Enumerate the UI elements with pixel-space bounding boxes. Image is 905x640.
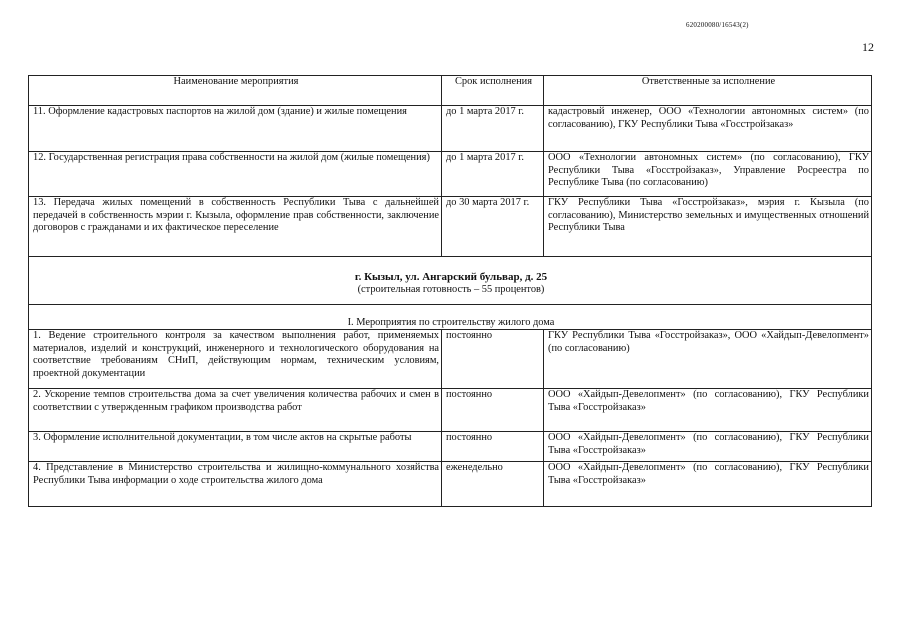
row-responsible: кадастровый инженер, ООО «Технологии автономных систем» (по согласованию), ГКУ Республики Тыва «Госстройзаказ»: [544, 106, 872, 152]
row-name: 11. Оформление кадастровых паспортов на жилой дом (здание) и жилые помещения: [29, 106, 442, 152]
table-row: [29, 432, 872, 462]
row-term: еженедельно: [442, 462, 544, 507]
row-term: до 30 марта 2017 г.: [442, 197, 544, 257]
row-responsible: ГКУ Республики Тыва «Госстройзаказ», ООО «Хайдып-Девелопмент» (по согласованию): [544, 330, 872, 389]
row-term: до 1 марта 2017 г.: [442, 106, 544, 152]
row-name: 1. Ведение строительного контроля за качеством выполнения работ, применяемых материалов, изделий и конструкций, инженерного и технологического оборудования на соответствие требованиям СНиП, действующим нормам, техническим условиям, проектной документации: [29, 330, 442, 389]
row-responsible: ООО «Технологии автономных систем» (по согласованию), ГКУ Республики Тыва «Госстройзаказ», Управление Росреестра по Республике Тыва (по согласованию): [544, 152, 872, 197]
row-name: 3. Оформление исполнительной документации, в том числе актов на скрытые работы: [29, 432, 442, 462]
row-term: постоянно: [442, 389, 544, 432]
row-term: постоянно: [442, 432, 544, 462]
page-number: 12: [862, 40, 874, 54]
row-responsible: ООО «Хайдып-Девелопмент» (по согласованию), ГКУ Республики Тыва «Госстройзаказ»: [544, 389, 872, 432]
measures-table: [28, 75, 872, 507]
subsection-row: [29, 305, 872, 330]
row-name: 13. Передача жилых помещений в собственность Республики Тыва с дальнейшей передачей в собственность мэрии г. Кызыла, оформление прав собственности, заключение договоров с гражданами и их фактическое переселение: [29, 197, 442, 257]
table-header-row: [29, 76, 872, 106]
section-row: [29, 257, 872, 305]
row-responsible: ГКУ Республики Тыва «Госстройзаказ», мэрия г. Кызыла (по согласованию), Министерство земельных и имущественных отношений Республики Тыва: [544, 197, 872, 257]
row-term: до 1 марта 2017 г.: [442, 152, 544, 197]
header-responsible: Ответственные за исполнение: [544, 76, 872, 106]
row-term: постоянно: [442, 330, 544, 389]
subsection-title: I. Мероприятия по строительству жилого дома: [29, 305, 872, 330]
header-term: Срок исполнения: [442, 76, 544, 106]
table-row: [29, 462, 872, 507]
row-name: 4. Представление в Министерство строительства и жилищно-коммунального хозяйства Республики Тыва информации о ходе строительства жилого дома: [29, 462, 442, 507]
table-row: [29, 106, 872, 152]
table-row: [29, 197, 872, 257]
row-responsible: ООО «Хайдып-Девелопмент» (по согласованию), ГКУ Республики Тыва «Госстройзаказ»: [544, 462, 872, 507]
document-id: 620200080/16543(2): [686, 21, 749, 29]
row-responsible: ООО «Хайдып-Девелопмент» (по согласованию), ГКУ Республики Тыва «Госстройзаказ»: [544, 432, 872, 462]
section-title: г. Кызыл, ул. Ангарский бульвар, д. 25: [354, 271, 548, 283]
row-name: 12. Государственная регистрация права собственности на жилой дом (жилые помещения): [29, 152, 442, 197]
header-name: Наименование мероприятия: [29, 76, 442, 106]
table-row: [29, 389, 872, 432]
section-subtitle: (строительная готовность – 55 процентов): [357, 283, 545, 295]
table-row: [29, 152, 872, 197]
table-row: [29, 330, 872, 389]
row-name: 2. Ускорение темпов строительства дома за счет увеличения количества рабочих и смен в соответствии с утвержденным графиком производства работ: [29, 389, 442, 432]
